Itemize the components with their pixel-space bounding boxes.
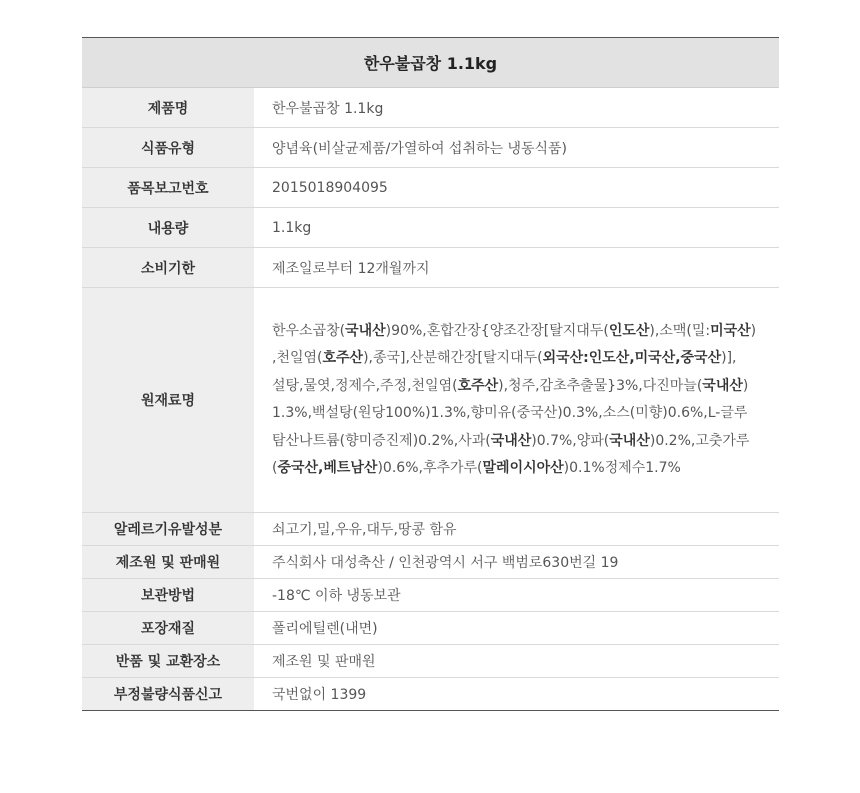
ingredient-text: ),청주,감초추출물}3%,다진마늘( <box>498 377 703 394</box>
origin-highlight: 중국산,베트남산 <box>277 460 378 476</box>
row-label: 알레르기유발성분 <box>82 513 254 545</box>
origin-highlight: 말레이시아산 <box>482 460 564 476</box>
row-label: 제조원 및 판매원 <box>82 546 254 578</box>
origin-highlight: 외국산:인도산,미국산,중국산 <box>542 350 722 366</box>
ingredients-line <box>272 400 775 428</box>
row-label: 포장재질 <box>82 612 254 644</box>
table-row <box>82 612 779 645</box>
row-value: -18℃ 이하 냉동보관 <box>272 588 401 604</box>
row-label: 보관방법 <box>82 579 254 611</box>
row-value: 양념육(비살균제품/가열하여 섭취하는 냉동식품) <box>272 140 568 157</box>
row-value: 폴리에틸렌(내면) <box>272 621 378 637</box>
ingredient-text: ),소맥(밀: <box>649 322 711 339</box>
table-row <box>82 546 779 579</box>
table-row <box>82 168 779 208</box>
row-label: 품목보고번호 <box>82 168 254 207</box>
row-label: 원재료명 <box>82 288 254 512</box>
ingredient-text: 설탕,물엿,정제수,주정,천일염( <box>272 377 458 394</box>
ingredient-text: ),종국],산분해간장[탈지대두( <box>363 350 543 366</box>
table-title: 한우불곱창 1.1kg <box>82 38 779 88</box>
table-row <box>82 645 779 678</box>
origin-highlight: 호주산 <box>322 350 364 366</box>
table-row <box>82 513 779 546</box>
row-value: 국번없이 1399 <box>272 687 367 703</box>
row-value: 2015018904095 <box>272 179 388 196</box>
row-label: 부정불량식품신고 <box>82 678 254 710</box>
ingredient-text: ,천일염( <box>272 350 323 366</box>
ingredients-line <box>272 455 775 483</box>
origin-highlight: 호주산 <box>457 377 499 394</box>
origin-highlight: 국내산 <box>702 377 743 394</box>
row-value: 1.1kg <box>272 219 312 236</box>
table-row <box>82 128 779 168</box>
ingredient-text: ( <box>272 460 278 476</box>
product-info-table <box>82 37 779 711</box>
row-value: 쇠고기,밀,우유,대두,땅콩 함유 <box>272 522 457 538</box>
ingredients-row <box>82 288 779 513</box>
row-value: 한우불곱창 1.1kg <box>272 100 384 117</box>
table-row <box>82 248 779 288</box>
origin-highlight: 인도산 <box>608 322 650 339</box>
ingredients-line <box>272 428 775 456</box>
ingredients-line <box>272 318 775 346</box>
origin-highlight: 국내산 <box>490 432 532 449</box>
ingredient-text: 1.3%,백설탕(원당100%)1.3%,향미유(중국산)0.3%,소스(미향)0.6%,L-글루 <box>272 405 748 421</box>
row-label: 반품 및 교환장소 <box>82 645 254 677</box>
row-label: 내용량 <box>82 208 254 247</box>
origin-highlight: 국내산 <box>345 322 386 339</box>
ingredient-text: ) <box>750 322 757 339</box>
origin-highlight: 국내산 <box>609 432 650 449</box>
ingredient-text: )0.2%,고춧가루 <box>649 432 750 449</box>
row-value: 제조일로부터 12개월까지 <box>272 260 430 277</box>
ingredients-text <box>272 318 775 483</box>
ingredient-text: )], <box>721 350 737 366</box>
row-label: 소비기한 <box>82 248 254 287</box>
ingredients-line <box>272 345 775 373</box>
ingredient-text: )90%,혼합간장{양조간장[탈지대두( <box>385 322 609 339</box>
row-label: 식품유형 <box>82 128 254 167</box>
ingredient-text: )0.1%정제수1.7% <box>563 460 681 476</box>
table-row <box>82 208 779 248</box>
ingredient-text: )0.7%,양파( <box>531 432 610 449</box>
ingredient-text: 한우소곱창( <box>272 322 346 339</box>
row-value: 주식회사 대성축산 / 인천광역시 서구 백범로630번길 19 <box>272 555 619 571</box>
origin-highlight: 미국산 <box>710 322 751 339</box>
row-label: 제품명 <box>82 88 254 127</box>
ingredient-text: 탐산나트륨(향미증진제)0.2%,사과( <box>272 432 491 449</box>
ingredients-line <box>272 373 775 401</box>
row-value: 제조원 및 판매원 <box>272 654 376 670</box>
ingredient-text: ) <box>742 377 749 394</box>
table-row <box>82 678 779 710</box>
table-row <box>82 88 779 128</box>
ingredient-text: )0.6%,후추가루( <box>377 460 483 476</box>
table-row <box>82 579 779 612</box>
ingredients-value <box>254 288 779 512</box>
